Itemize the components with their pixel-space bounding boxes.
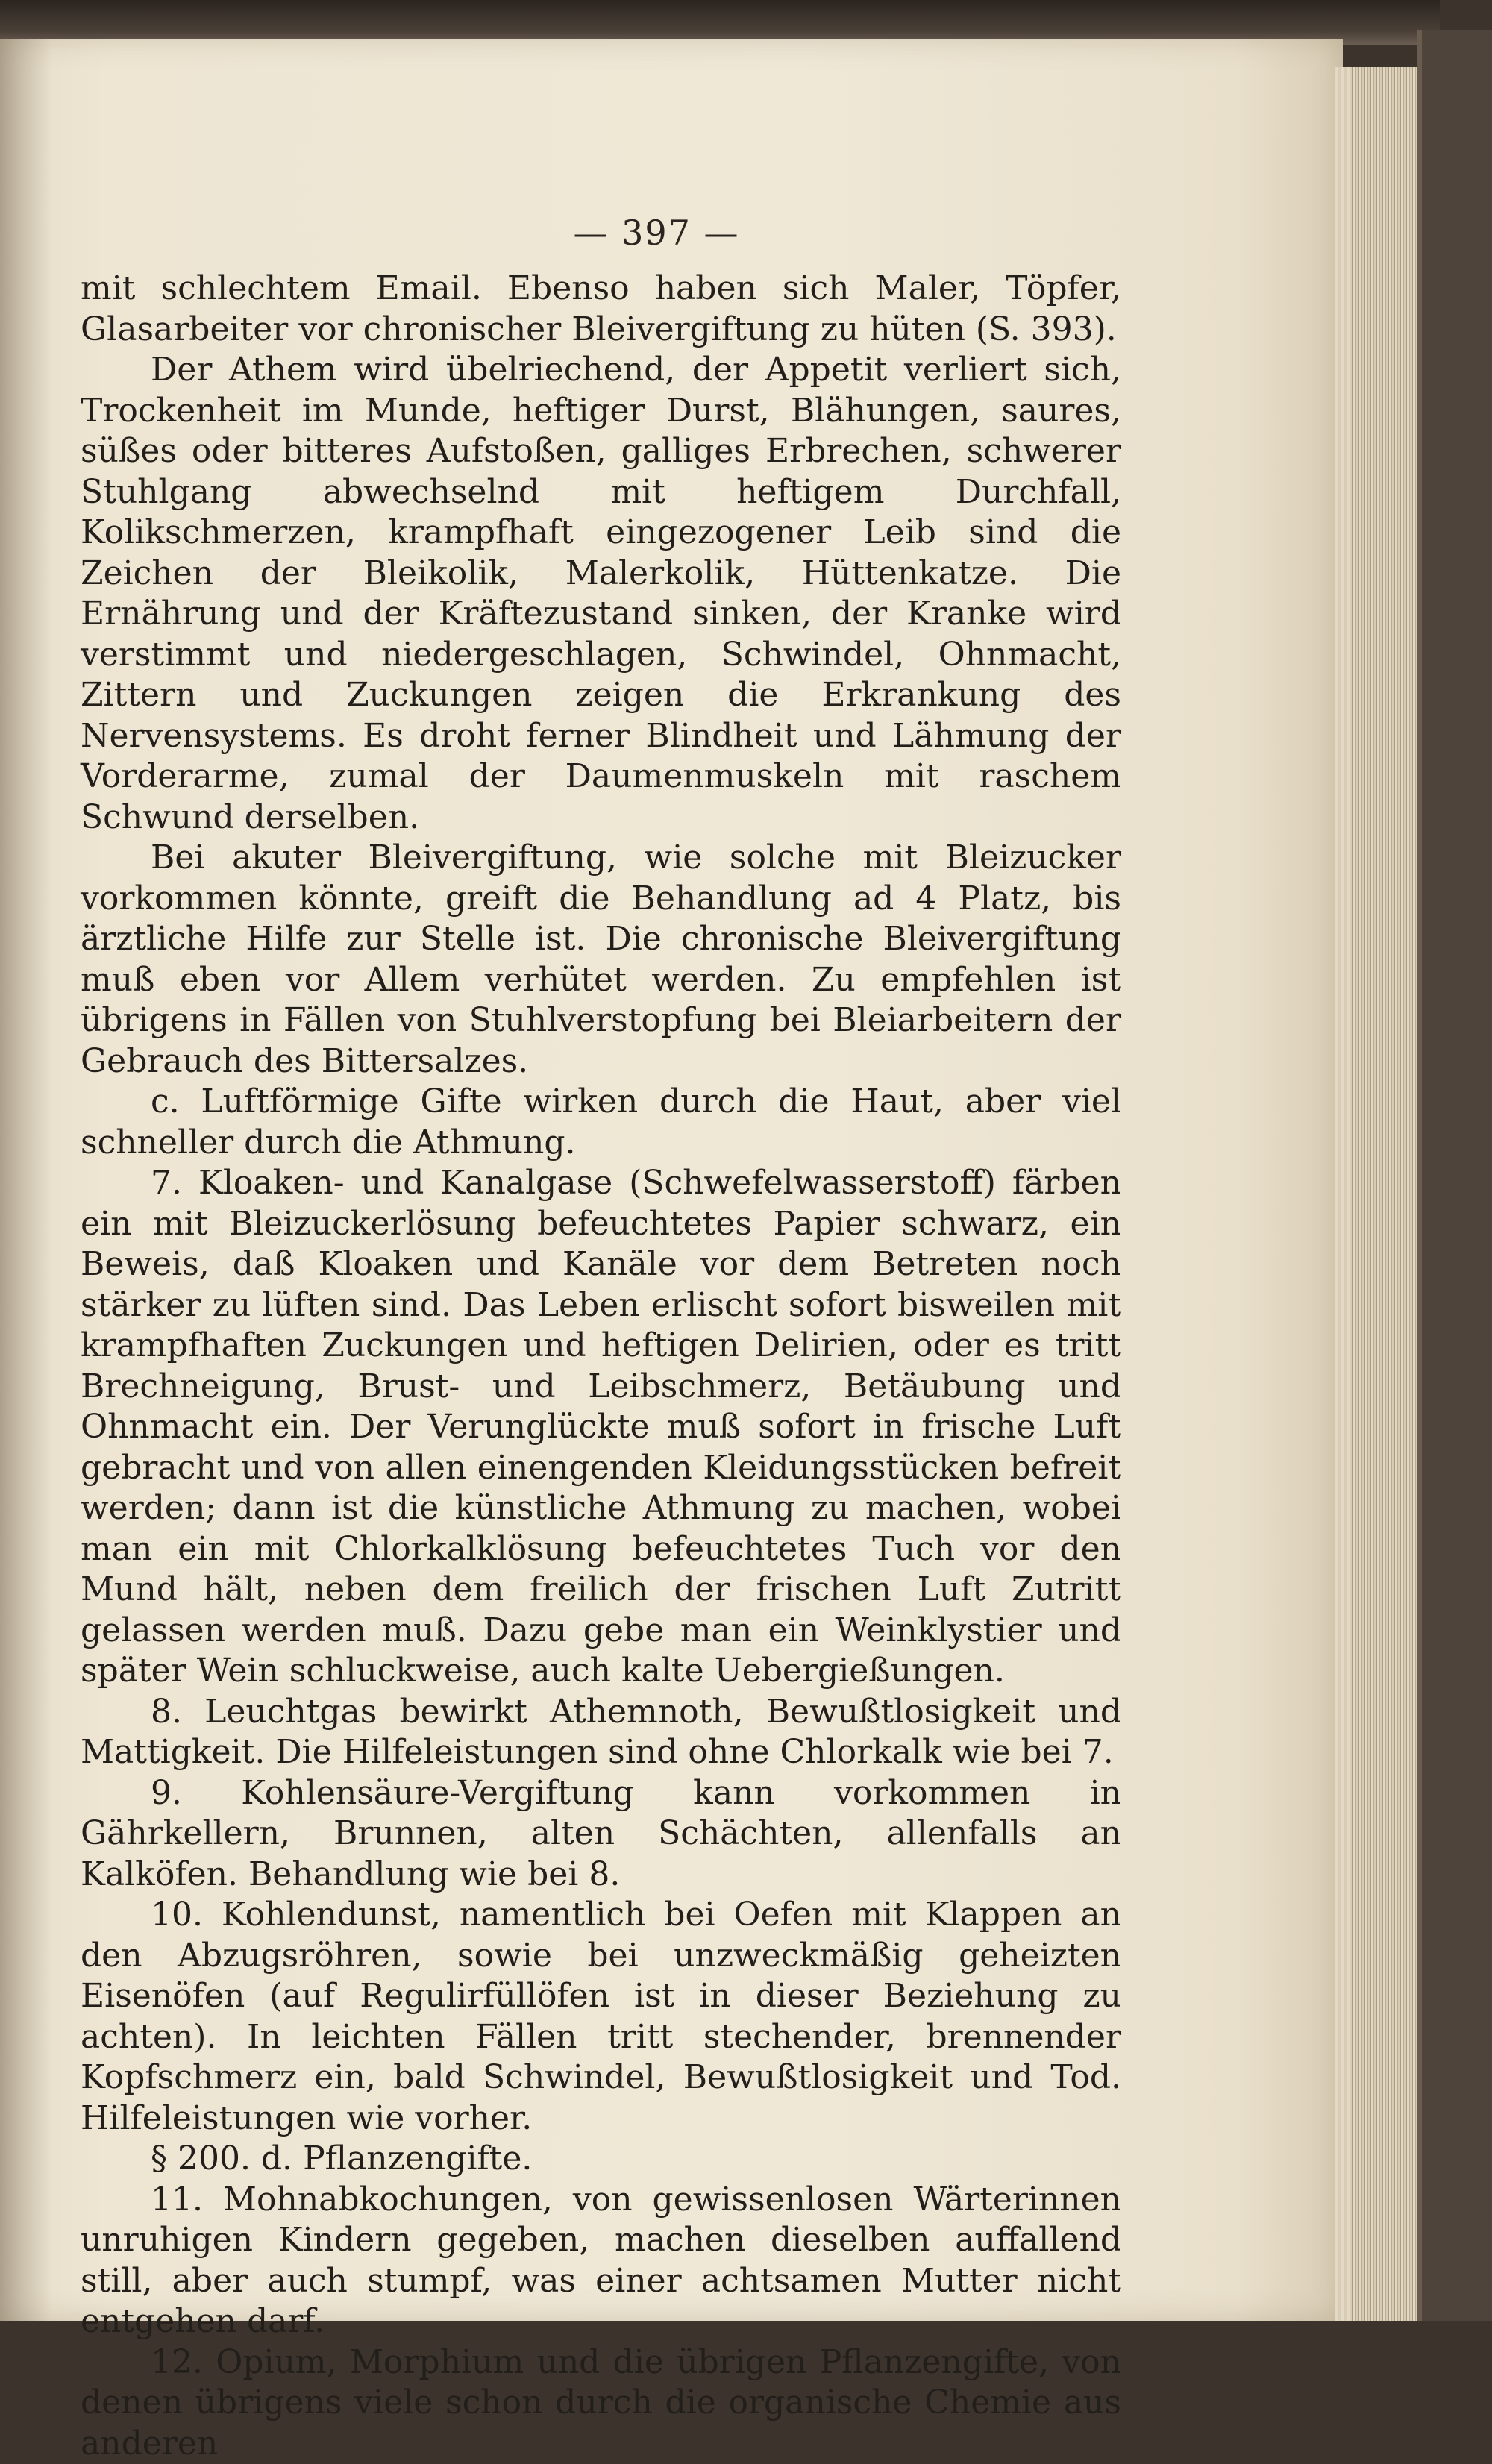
paragraph: 8. Leuchtgas bewirkt Athemnoth, Bewußtlosigkeit und Mattigkeit. Die Hilfeleistungen sind ohne Chlorkalk wie bei 7. — [81, 1692, 1121, 1773]
gutter-shadow — [0, 39, 52, 2321]
paragraph: mit schlechtem Email. Ebenso haben sich Maler, Töpfer, Glasarbeiter vor chronischer Bleivergiftung zu hüten (S. 393). — [81, 269, 1121, 350]
body-text — [81, 269, 1121, 2464]
paragraph: 10. Kohlendunst, namentlich bei Oefen mit Klappen an den Abzugsröhren, sowie bei unzweckmäßig geheizten Eisenöfen (auf Regulirfüllöfen ist in dieser Beziehung zu achten). In leichten Fällen tritt stechender, brennender Kopfschmerz ein, bald Schwindel, Bewußtlosigkeit und Tod. Hilfeleistungen wie vorher. — [81, 1895, 1121, 2139]
paragraph: 9. Kohlensäure-Vergiftung kann vorkommen in Gährkellern, Brunnen, alten Schächten, allenfalls an Kalköfen. Behandlung wie bei 8. — [81, 1773, 1121, 1896]
paragraph: 11. Mohnabkochungen, von gewissenlosen Wärterinnen unruhigen Kindern gegeben, machen dieselben auffallend still, aber auch stumpf, was einer achtsamen Mutter nicht entgehen darf. — [81, 2180, 1121, 2342]
paragraph: 7. Kloaken- und Kanalgase (Schwefelwasserstoff) färben ein mit Bleizuckerlösung befeuchtetes Papier schwarz, ein Beweis, daß Kloaken und Kanäle vor dem Betreten noch stärker zu lüften sind. Das Leben erlischt sofort bisweilen mit krampfhaften Zuckungen und heftigen Delirien, oder es tritt Brechneigung, Brust- und Leibschmerz, Betäubung und Ohnmacht ein. Der Verunglückte muß sofort in frische Luft gebracht und von allen einengenden Kleidungsstücken befreit werden; dann ist die künstliche Athmung zu machen, wobei man ein mit Chlorkalklösung befeuchtetes Tuch vor den Mund hält, neben dem freilich der frischen Luft Zutritt gelassen werden muß. Dazu gebe man ein Weinklystier und später Wein schluckweise, auch kalte Uebergießungen. — [81, 1163, 1121, 1692]
book-cover-top — [0, 0, 1440, 45]
paragraph: Der Athem wird übelriechend, der Appetit verliert sich, Trockenheit im Munde, heftiger Durst, Blähungen, saures, süßes oder bitteres Aufstoßen, galliges Erbrechen, schwerer Stuhlgang abwechselnd mit heftigem Durchfall, Kolikschmerzen, krampfhaft eingezogener Leib sind die Zeichen der Bleikolik, Malerkolik, Hüttenkatze. Die Ernährung und der Kräftezustand sinken, der Kranke wird verstimmt und niedergeschlagen, Schwindel, Ohnmacht, Zittern und Zuckungen zeigen die Erkrankung des Nervensystems. Es droht ferner Blindheit und Lähmung der Vorderarme, zumal der Daumenmuskeln mit raschem Schwund derselben. — [81, 350, 1121, 838]
paragraph: Bei akuter Bleivergiftung, wie solche mit Bleizucker vorkommen könnte, greift die Behandlung ad 4 Platz, bis ärztliche Hilfe zur Stelle ist. Die chronische Bleivergiftung muß eben vor Allem verhütet werden. Zu empfehlen ist übrigens in Fällen von Stuhlverstopfung bei Bleiarbeitern der Gebrauch des Bittersalzes. — [81, 838, 1121, 1082]
page-edges — [1335, 67, 1417, 2321]
paragraph: c. Luftförmige Gifte wirken durch die Haut, aber viel schneller durch die Athmung. — [81, 1082, 1121, 1163]
paragraph: 12. Opium, Morphium und die übrigen Pflanzengifte, von denen übrigens viele schon durch die organische Chemie aus anderen — [81, 2342, 1121, 2464]
section-heading: § 200. d. Pflanzengifte. — [81, 2139, 1121, 2180]
book-cover-board — [1417, 30, 1492, 2321]
page-number: — 397 — — [0, 213, 1313, 253]
